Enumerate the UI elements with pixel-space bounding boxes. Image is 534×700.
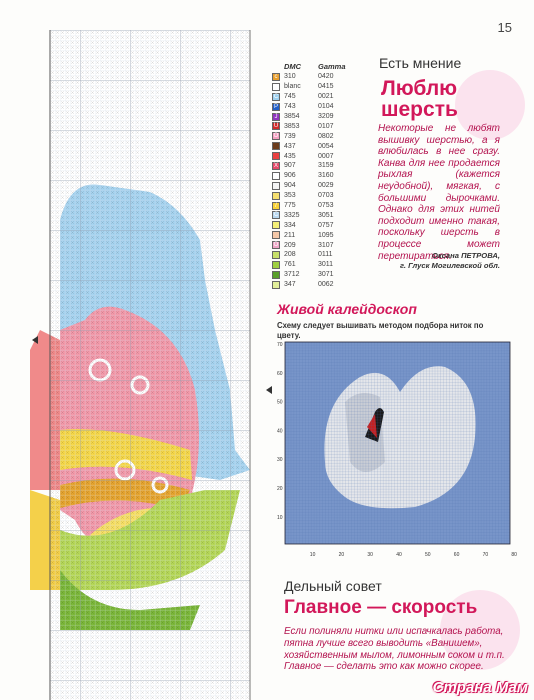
color-swatch: C	[273, 212, 279, 219]
tip-title: Главное — скорость	[284, 597, 478, 618]
key-row	[272, 72, 364, 82]
swan-x-tick-label: 50	[425, 552, 431, 558]
key-row	[272, 131, 364, 141]
dmc-code: 745	[284, 93, 296, 101]
color-swatch: P	[273, 103, 278, 110]
dmc-code: 334	[284, 221, 296, 229]
key-row	[272, 260, 364, 270]
key-row	[272, 210, 364, 220]
dmc-code: 209	[284, 241, 296, 249]
color-swatch	[272, 271, 280, 279]
page-number: 15	[497, 20, 512, 35]
gamma-code: 0007	[318, 152, 334, 160]
swan-y-tick-label: 60	[277, 370, 283, 377]
color-swatch	[272, 192, 280, 200]
key-row	[272, 92, 364, 102]
key-row	[272, 220, 364, 230]
gamma-code: 3160	[318, 172, 334, 180]
key-row	[272, 280, 364, 290]
cross-stitch-chart	[30, 30, 275, 700]
dmc-code: 347	[284, 281, 296, 289]
color-swatch: C	[273, 93, 279, 100]
opinion-body: Некоторые не любят вышивку шерстью, а я влюбилась в нее сразу. Канва для нее продается рыхлая (кажется неудобной), мягкая, с большими дырочками. Однако для этих нитей подходит именно такая, поскольку шерсть в процессе может перетираться.	[378, 123, 500, 262]
dmc-code: 3712	[284, 271, 300, 279]
key-row	[272, 230, 364, 240]
dmc-code: 211	[284, 231, 296, 239]
key-row	[272, 181, 364, 191]
dmc-code: 761	[284, 261, 296, 269]
dmc-code: blanc	[284, 83, 301, 91]
color-swatch	[272, 152, 280, 160]
gamma-code: 3051	[318, 211, 334, 219]
color-swatch	[272, 221, 280, 229]
dmc-code: 743	[284, 103, 296, 111]
gamma-code: 0802	[318, 132, 334, 140]
gamma-code: 3159	[318, 162, 334, 170]
color-swatch: c	[272, 73, 280, 81]
dmc-code: 353	[284, 192, 296, 200]
swan-x-tick-label: 70	[482, 552, 489, 558]
gamma-code: 0029	[318, 182, 334, 190]
swan-x-tick-label: 10	[309, 552, 316, 558]
color-swatch: /	[272, 202, 280, 210]
gamma-code: 0021	[318, 93, 334, 101]
gamma-code: 0062	[318, 281, 334, 289]
gamma-code: 0111	[318, 251, 333, 259]
dmc-code: 208	[284, 251, 296, 259]
dmc-code: 3854	[284, 113, 300, 120]
swan-y-tick-label: 30	[277, 457, 283, 464]
key-row	[272, 112, 364, 122]
kaleidoscope-title: Живой калейдоскоп	[277, 301, 417, 317]
author-name: Оксана ПЕТРОВА,	[431, 251, 500, 260]
color-swatch	[272, 172, 280, 180]
gamma-code: 3107	[318, 241, 334, 249]
dmc-code: 739	[284, 132, 296, 140]
gamma-code: 0107	[318, 122, 334, 130]
tip-section-heading: Дельный совет	[284, 578, 382, 594]
gamma-code: 0415	[318, 83, 334, 91]
dmc-code: 437	[284, 142, 296, 150]
key-row	[272, 151, 364, 161]
key-row	[272, 240, 364, 250]
color-swatch	[272, 231, 280, 239]
swan-x-tick-label: 30	[367, 552, 373, 558]
color-swatch: U	[273, 123, 279, 130]
gamma-code: 3209	[318, 113, 334, 120]
color-swatch	[272, 261, 280, 269]
key-rows	[272, 72, 364, 290]
opinion-title	[381, 78, 458, 120]
swan-y-tick-label: 10	[277, 514, 283, 521]
key-header-dmc: DMC	[284, 62, 302, 71]
dmc-code: 907	[284, 162, 296, 170]
dmc-code: 3325	[284, 211, 300, 219]
opinion-title-line2: шерсть	[381, 98, 458, 121]
key-row	[272, 201, 364, 211]
dmc-code: 775	[284, 202, 296, 210]
dmc-code: 435	[284, 152, 296, 160]
color-swatch	[272, 182, 280, 190]
color-swatch	[272, 251, 280, 259]
key-row	[272, 191, 364, 201]
thread-color-key	[272, 62, 364, 290]
kaleidoscope-text: Схему следует вышивать методом подбора ниток по цвету.	[277, 321, 484, 340]
key-row	[272, 161, 364, 171]
gamma-code: 0703	[318, 192, 334, 200]
swan-x-tick-label: 60	[453, 552, 460, 558]
swan-x-tick-label: 80	[511, 552, 517, 558]
key-row	[272, 82, 364, 92]
dmc-code: 3853	[284, 122, 300, 130]
swan-x-ticks	[310, 552, 517, 558]
watermark-logo: Страна Мам	[432, 679, 528, 696]
opinion-title-line1: Люблю	[381, 77, 458, 100]
color-swatch: O	[273, 242, 279, 249]
color-swatch	[272, 281, 280, 289]
key-row	[272, 250, 364, 260]
key-row	[272, 141, 364, 151]
swan-stitch-chart	[277, 342, 517, 562]
color-swatch: J	[272, 113, 280, 121]
dmc-code: 310	[284, 73, 296, 81]
gamma-code: 3011	[318, 261, 334, 269]
opinion-section-heading: Есть мнение	[379, 55, 462, 71]
gamma-code: 3071	[318, 271, 334, 279]
opinion-author	[370, 251, 500, 271]
dmc-code: 906	[284, 172, 296, 180]
color-swatch	[272, 83, 280, 91]
gamma-code: 1095	[318, 231, 334, 239]
gamma-code: 0054	[318, 142, 334, 150]
dmc-code: 904	[284, 182, 296, 190]
color-swatch: O	[273, 133, 279, 140]
color-swatch: X	[273, 162, 278, 169]
gamma-code: 0104	[318, 103, 334, 111]
swan-y-tick-label: 20	[277, 486, 283, 492]
swan-y-tick-label: 70	[277, 342, 283, 348]
swan-y-ticks	[277, 342, 283, 521]
swan-x-tick-label: 40	[396, 552, 402, 558]
color-swatch	[272, 142, 280, 150]
swan-y-tick-label: 40	[277, 428, 283, 435]
key-row	[272, 171, 364, 181]
swan-y-tick-label: 50	[277, 399, 283, 406]
gamma-code: 0420	[318, 73, 334, 81]
key-row	[272, 102, 364, 112]
key-row	[272, 121, 364, 131]
key-header-gamma: Gamma	[318, 62, 346, 71]
key-header	[272, 62, 364, 72]
swan-x-tick-label: 20	[338, 552, 345, 558]
key-row	[272, 270, 364, 280]
tip-body: Если полиняли нитки или испачкалась работа, пятна лучше всего выводить «Ванишем», хозяйственным мылом, лимонным соком и т.п. Главное — сделать это как можно скорее.	[284, 626, 505, 673]
gamma-code: 0753	[318, 202, 334, 210]
gamma-code: 0757	[318, 221, 334, 229]
author-place: г. Глуск Могилевской обл.	[399, 261, 500, 270]
